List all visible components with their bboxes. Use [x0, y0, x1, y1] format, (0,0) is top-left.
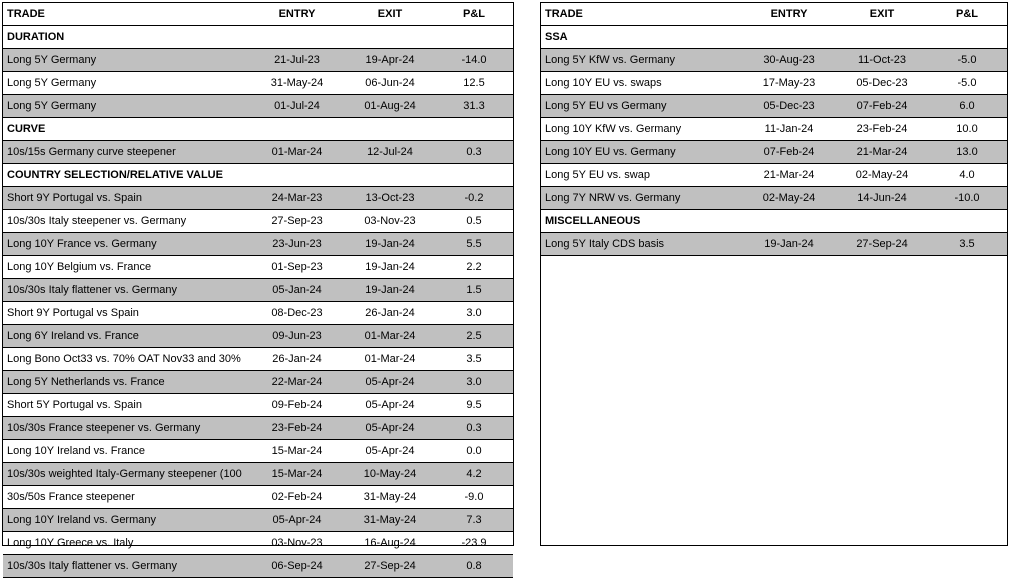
cell-trade: Long 7Y NRW vs. Germany — [541, 187, 741, 210]
section-title-row — [3, 164, 513, 187]
cell-exit: 19-Jan-24 — [345, 279, 435, 302]
table-row — [3, 187, 513, 210]
cell-entry: 06-Sep-24 — [249, 555, 345, 578]
table-row — [3, 233, 513, 256]
section-title-row — [541, 210, 1007, 233]
table-row — [541, 233, 1007, 256]
cell-trade: Short 9Y Portugal vs Spain — [3, 302, 249, 325]
cell-entry: 15-Mar-24 — [249, 463, 345, 486]
cell-entry: 05-Jan-24 — [249, 279, 345, 302]
cell-trade: Short 9Y Portugal vs. Spain — [3, 187, 249, 210]
cell-pl: 0.3 — [435, 417, 513, 440]
left-table-body — [3, 3, 513, 578]
cell-pl: 9.5 — [435, 394, 513, 417]
table-row — [3, 394, 513, 417]
cell-pl: -10.0 — [927, 187, 1007, 210]
left-trade-table — [3, 3, 513, 578]
cell-pl: 31.3 — [435, 95, 513, 118]
cell-entry: 31-May-24 — [249, 72, 345, 95]
cell-trade: Long 10Y EU vs. Germany — [541, 141, 741, 164]
section-title-row — [3, 26, 513, 49]
cell-trade: Long 10Y EU vs. swaps — [541, 72, 741, 95]
cell-exit: 31-May-24 — [345, 486, 435, 509]
table-row — [3, 417, 513, 440]
section-title-row — [3, 118, 513, 141]
cell-exit: 05-Apr-24 — [345, 371, 435, 394]
cell-entry: 22-Mar-24 — [249, 371, 345, 394]
section-title: DURATION — [3, 26, 513, 49]
column-header-pl: P&L — [435, 3, 513, 26]
table-row — [3, 49, 513, 72]
cell-pl: -5.0 — [927, 49, 1007, 72]
cell-exit: 01-Aug-24 — [345, 95, 435, 118]
cell-exit: 23-Feb-24 — [837, 118, 927, 141]
cell-pl: 13.0 — [927, 141, 1007, 164]
cell-pl: 3.0 — [435, 302, 513, 325]
column-header-trade: TRADE — [3, 3, 249, 26]
column-header-entry: ENTRY — [249, 3, 345, 26]
cell-trade: 10s/30s Italy flattener vs. Germany — [3, 555, 249, 578]
cell-trade: Long 6Y Ireland vs. France — [3, 325, 249, 348]
cell-entry: 21-Jul-23 — [249, 49, 345, 72]
cell-exit: 03-Nov-23 — [345, 210, 435, 233]
cell-pl: 4.2 — [435, 463, 513, 486]
cell-exit: 02-May-24 — [837, 164, 927, 187]
cell-entry: 30-Aug-23 — [741, 49, 837, 72]
cell-trade: Long 10Y Ireland vs. Germany — [3, 509, 249, 532]
cell-pl: 2.2 — [435, 256, 513, 279]
table-row — [3, 463, 513, 486]
cell-exit: 27-Sep-24 — [345, 555, 435, 578]
cell-pl: 12.5 — [435, 72, 513, 95]
cell-trade: Long 5Y EU vs Germany — [541, 95, 741, 118]
cell-pl: -9.0 — [435, 486, 513, 509]
cell-entry: 08-Dec-23 — [249, 302, 345, 325]
cell-trade: 10s/15s Germany curve steepener — [3, 141, 249, 164]
cell-pl: -14.0 — [435, 49, 513, 72]
right-trade-table-panel — [540, 2, 1008, 546]
cell-trade: 10s/30s France steepener vs. Germany — [3, 417, 249, 440]
cell-pl: -5.0 — [927, 72, 1007, 95]
cell-trade: Long 5Y Netherlands vs. France — [3, 371, 249, 394]
section-title-row — [541, 26, 1007, 49]
cell-pl: 2.5 — [435, 325, 513, 348]
cell-entry: 19-Jan-24 — [741, 233, 837, 256]
cell-trade: Long 10Y KfW vs. Germany — [541, 118, 741, 141]
table-header-row — [3, 3, 513, 26]
table-header-row — [541, 3, 1007, 26]
table-row — [541, 118, 1007, 141]
section-title: CURVE — [3, 118, 513, 141]
table-row — [3, 72, 513, 95]
cell-pl: 1.5 — [435, 279, 513, 302]
table-row — [3, 210, 513, 233]
table-row — [541, 72, 1007, 95]
cell-entry: 09-Feb-24 — [249, 394, 345, 417]
cell-entry: 01-Jul-24 — [249, 95, 345, 118]
cell-pl: 0.0 — [435, 440, 513, 463]
section-title: COUNTRY SELECTION/RELATIVE VALUE — [3, 164, 513, 187]
cell-pl: 6.0 — [927, 95, 1007, 118]
cell-entry: 07-Feb-24 — [741, 141, 837, 164]
cell-exit: 31-May-24 — [345, 509, 435, 532]
cell-exit: 05-Apr-24 — [345, 417, 435, 440]
table-row — [541, 141, 1007, 164]
cell-entry: 11-Jan-24 — [741, 118, 837, 141]
cell-exit: 10-May-24 — [345, 463, 435, 486]
cell-trade: Long 10Y France vs. Germany — [3, 233, 249, 256]
cell-entry: 09-Jun-23 — [249, 325, 345, 348]
cell-exit: 21-Mar-24 — [837, 141, 927, 164]
cell-entry: 17-May-23 — [741, 72, 837, 95]
cell-pl: 7.3 — [435, 509, 513, 532]
cell-trade: Short 5Y Portugal vs. Spain — [3, 394, 249, 417]
table-row — [3, 486, 513, 509]
cell-trade: Long 5Y Germany — [3, 49, 249, 72]
cell-exit: 13-Oct-23 — [345, 187, 435, 210]
table-row — [541, 95, 1007, 118]
cell-trade: 10s/30s weighted Italy-Germany steepener (100 — [3, 463, 249, 486]
cell-exit: 07-Feb-24 — [837, 95, 927, 118]
column-header-trade: TRADE — [541, 3, 741, 26]
cell-trade: Long 5Y Germany — [3, 95, 249, 118]
table-row — [3, 509, 513, 532]
cell-trade: Long Bono Oct33 vs. 70% OAT Nov33 and 30% — [3, 348, 249, 371]
cell-entry: 05-Dec-23 — [741, 95, 837, 118]
cell-entry: 23-Jun-23 — [249, 233, 345, 256]
cell-entry: 01-Sep-23 — [249, 256, 345, 279]
cell-entry: 15-Mar-24 — [249, 440, 345, 463]
cell-exit: 14-Jun-24 — [837, 187, 927, 210]
table-row — [3, 256, 513, 279]
cell-entry: 01-Mar-24 — [249, 141, 345, 164]
table-row — [3, 532, 513, 555]
cell-exit: 05-Apr-24 — [345, 440, 435, 463]
cell-exit: 11-Oct-23 — [837, 49, 927, 72]
cell-pl: 0.3 — [435, 141, 513, 164]
table-row — [541, 49, 1007, 72]
cell-exit: 06-Jun-24 — [345, 72, 435, 95]
cell-trade: 10s/30s Italy flattener vs. Germany — [3, 279, 249, 302]
table-row — [3, 302, 513, 325]
cell-trade: Long 10Y Belgium vs. France — [3, 256, 249, 279]
cell-trade: 10s/30s Italy steepener vs. Germany — [3, 210, 249, 233]
cell-exit: 19-Jan-24 — [345, 256, 435, 279]
cell-pl: 3.5 — [435, 348, 513, 371]
table-row — [3, 440, 513, 463]
cell-entry: 24-Mar-23 — [249, 187, 345, 210]
cell-exit: 27-Sep-24 — [837, 233, 927, 256]
table-row — [3, 371, 513, 394]
left-trade-table-panel — [2, 2, 514, 572]
cell-pl: 3.5 — [927, 233, 1007, 256]
cell-entry: 27-Sep-23 — [249, 210, 345, 233]
table-row — [3, 95, 513, 118]
cell-pl: 3.0 — [435, 371, 513, 394]
cell-exit: 01-Mar-24 — [345, 325, 435, 348]
column-header-exit: EXIT — [837, 3, 927, 26]
cell-entry: 23-Feb-24 — [249, 417, 345, 440]
cell-exit: 19-Jan-24 — [345, 233, 435, 256]
cell-entry: 05-Apr-24 — [249, 509, 345, 532]
cell-trade: Long 5Y KfW vs. Germany — [541, 49, 741, 72]
cell-exit: 19-Apr-24 — [345, 49, 435, 72]
table-row — [541, 187, 1007, 210]
cell-trade: 30s/50s France steepener — [3, 486, 249, 509]
cell-entry: 21-Mar-24 — [741, 164, 837, 187]
cell-pl: -0.2 — [435, 187, 513, 210]
cell-exit: 05-Apr-24 — [345, 394, 435, 417]
cell-exit: 26-Jan-24 — [345, 302, 435, 325]
column-header-exit: EXIT — [345, 3, 435, 26]
cell-trade: Long 5Y Italy CDS basis — [541, 233, 741, 256]
table-row — [3, 555, 513, 578]
cell-pl: -23.9 — [435, 532, 513, 555]
cell-trade: Long 5Y EU vs. swap — [541, 164, 741, 187]
cell-trade: Long 10Y Greece vs. Italy — [3, 532, 249, 555]
cell-trade: Long 10Y Ireland vs. France — [3, 440, 249, 463]
cell-exit: 16-Aug-24 — [345, 532, 435, 555]
cell-pl: 0.8 — [435, 555, 513, 578]
table-row — [3, 141, 513, 164]
table-row — [3, 279, 513, 302]
cell-pl: 4.0 — [927, 164, 1007, 187]
table-row — [3, 325, 513, 348]
column-header-pl: P&L — [927, 3, 1007, 26]
table-row — [541, 164, 1007, 187]
cell-pl: 0.5 — [435, 210, 513, 233]
section-title: MISCELLANEOUS — [541, 210, 1007, 233]
cell-entry: 03-Nov-23 — [249, 532, 345, 555]
cell-entry: 02-Feb-24 — [249, 486, 345, 509]
cell-entry: 02-May-24 — [741, 187, 837, 210]
cell-exit: 12-Jul-24 — [345, 141, 435, 164]
section-title: SSA — [541, 26, 1007, 49]
cell-entry: 26-Jan-24 — [249, 348, 345, 371]
cell-exit: 05-Dec-23 — [837, 72, 927, 95]
right-trade-table — [541, 3, 1007, 256]
cell-pl: 5.5 — [435, 233, 513, 256]
cell-trade: Long 5Y Germany — [3, 72, 249, 95]
cell-pl: 10.0 — [927, 118, 1007, 141]
table-row — [3, 348, 513, 371]
cell-exit: 01-Mar-24 — [345, 348, 435, 371]
right-table-body — [541, 3, 1007, 256]
column-header-entry: ENTRY — [741, 3, 837, 26]
